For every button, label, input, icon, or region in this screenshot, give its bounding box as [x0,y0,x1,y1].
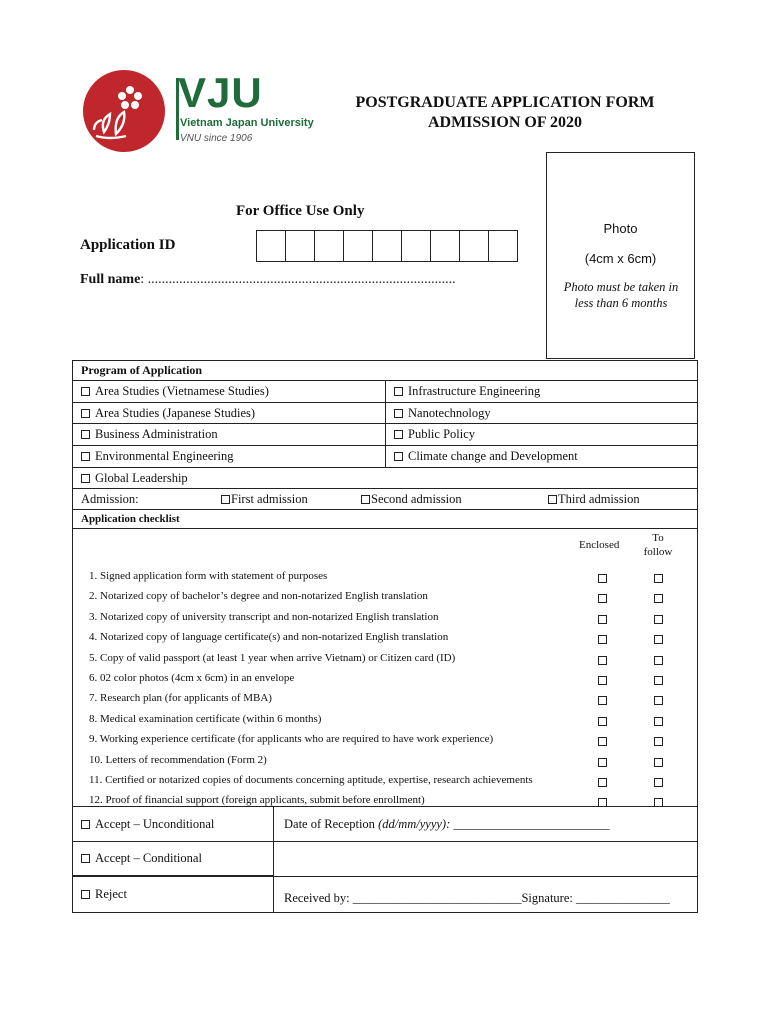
accept-conditional[interactable]: Accept – Conditional [73,842,273,876]
program-option[interactable]: Global Leadership [73,468,697,488]
program-option[interactable]: Public Policy [385,424,697,445]
decision-blank [273,842,697,876]
checklist-heading: Application checklist [81,513,180,525]
to-follow-checkbox[interactable] [654,615,663,624]
enclosed-checkbox[interactable] [598,717,607,726]
checklist-item: 12. Proof of financial support (foreign applicants, submit before enrollment) [89,794,425,807]
to-follow-checkbox[interactable] [654,676,663,685]
to-follow-checkbox[interactable] [654,717,663,726]
admission-second[interactable]: Second admission [353,489,533,509]
full-name-field[interactable] [80,272,456,288]
application-id-boxes [256,230,518,262]
checkbox[interactable] [394,430,403,439]
photo-size: (4cm x 6cm) [584,251,657,266]
checkbox[interactable] [394,409,403,418]
program-option[interactable]: Nanotechnology [385,403,697,423]
full-name-label: Full name [80,272,141,287]
date-of-reception[interactable]: Date of Reception (dd/mm/yyyy): _________________________ [273,807,697,841]
enclosed-checkbox[interactable] [598,594,607,603]
enclosed-checkbox[interactable] [598,615,607,624]
checklist-item: 10. Letters of recommendation (Form 2) [89,753,267,766]
admission-label: Admission: [81,491,139,506]
id-digit-box[interactable] [315,231,344,261]
enclosed-checkbox[interactable] [598,676,607,685]
checklist-item: 4. Notarized copy of language certificate(s) and non-notarized English translation [89,631,449,644]
signature: Signature: _______________ [521,891,670,905]
logo-tagline: VNU since 1906 [180,133,253,144]
checklist-item: 11. Certified or notarized copies of documents concerning aptitude, expertise, research achievements [89,774,533,786]
admission-third[interactable]: Third admission [540,489,697,509]
decision-row-1 [73,807,697,842]
enclosed-checkbox[interactable] [598,574,607,583]
id-digit-box[interactable] [431,231,460,261]
application-id-label: Application ID [80,237,176,253]
program-option[interactable]: Area Studies (Japanese Studies) [73,403,385,423]
full-name-dots: : ........................................................................................ [140,272,456,287]
checkbox[interactable] [548,495,557,504]
to-follow-checkbox[interactable] [654,758,663,767]
enclosed-checkbox[interactable] [598,656,607,665]
checklist-item: 5. Copy of valid passport (at least 1 year when arrive Vietnam) or Citizen card (ID) [89,651,456,664]
id-digit-box[interactable] [489,231,517,261]
form-title-line1: POSTGRADUATE APPLICATION FORM [355,94,655,111]
program-heading-row [73,361,697,381]
checkbox[interactable] [81,452,90,461]
office-use-heading: For Office Use Only [236,203,365,219]
form-title-line2: ADMISSION OF 2020 [427,114,583,131]
enclosed-checkbox[interactable] [598,696,607,705]
checkbox[interactable] [394,452,403,461]
checkbox[interactable] [81,430,90,439]
checkbox[interactable] [81,387,90,396]
checkbox[interactable] [81,474,90,483]
checkbox[interactable] [81,409,90,418]
checklist-item: 9. Working experience certificate (for applicants who are required to have work experience) [89,733,494,746]
checklist-item: 1. Signed application form with statement of purposes [89,570,328,582]
logo-wordmark: VJU [178,69,263,116]
application-table [72,360,698,913]
to-follow-checkbox[interactable] [654,574,663,583]
checklist-item: 7. Research plan (for applicants of MBA) [89,692,272,705]
checklist-item: 3. Notarized copy of university transcript and non-notarized English translation [89,610,439,623]
to-follow-checkbox[interactable] [654,594,663,603]
form-title [300,93,710,133]
program-option[interactable]: Business Administration [73,424,385,445]
to-follow-checkbox[interactable] [654,778,663,787]
checkbox[interactable] [394,387,403,396]
admission-first[interactable]: First admission [213,489,363,509]
program-option[interactable]: Area Studies (Vietnamese Studies) [73,381,385,402]
to-follow-header: To follow [643,532,673,558]
received-signature[interactable] [273,877,697,912]
id-digit-box[interactable] [344,231,373,261]
to-follow-checkbox[interactable] [654,656,663,665]
to-follow-checkbox[interactable] [654,635,663,644]
checklist-heading-row [73,510,697,529]
checkbox[interactable] [361,495,370,504]
decision-row-3 [73,877,697,912]
checkbox[interactable] [81,820,90,829]
photo-note: Photo must be taken in less than 6 months [563,280,679,310]
program-row [73,381,697,403]
program-row [73,468,697,489]
admission-row [73,489,697,510]
program-option[interactable]: Climate change and Development [385,446,697,467]
received-by: Received by: ___________________________ [284,891,522,905]
id-digit-box[interactable] [460,231,489,261]
checklist-item: 6. 02 color photos (4cm x 6cm) in an envelope [89,672,295,684]
checklist-item: 8. Medical examination certificate (within 6 months) [89,712,322,725]
checklist-item: 2. Notarized copy of bachelor’s degree and non-notarized English translation [89,590,428,603]
id-digit-box[interactable] [402,231,431,261]
to-follow-checkbox[interactable] [654,737,663,746]
decision-row-2 [73,842,697,877]
program-row [73,424,697,446]
to-follow-checkbox[interactable] [654,696,663,705]
enclosed-checkbox[interactable] [598,635,607,644]
checklist-body [73,529,697,807]
program-row [73,446,697,468]
program-heading: Program of Application [81,363,203,377]
checkbox[interactable] [221,495,230,504]
id-digit-box[interactable] [286,231,315,261]
photo-label: Photo [603,221,638,236]
logo-subtitle: Vietnam Japan University [180,117,314,129]
id-digit-box[interactable] [257,231,286,261]
program-option[interactable]: Environmental Engineering [73,446,385,467]
enclosed-checkbox[interactable] [598,737,607,746]
enclosed-checkbox[interactable] [598,778,607,787]
checkbox[interactable] [81,854,90,863]
enclosed-checkbox[interactable] [598,758,607,767]
program-row [73,403,697,424]
checkbox[interactable] [81,890,90,899]
enclosed-header: Enclosed [579,539,620,551]
id-digit-box[interactable] [373,231,402,261]
reject-option[interactable]: Reject [73,877,273,912]
accept-unconditional[interactable]: Accept – Unconditional [73,807,273,841]
program-option[interactable]: Infrastructure Engineering [385,381,697,402]
